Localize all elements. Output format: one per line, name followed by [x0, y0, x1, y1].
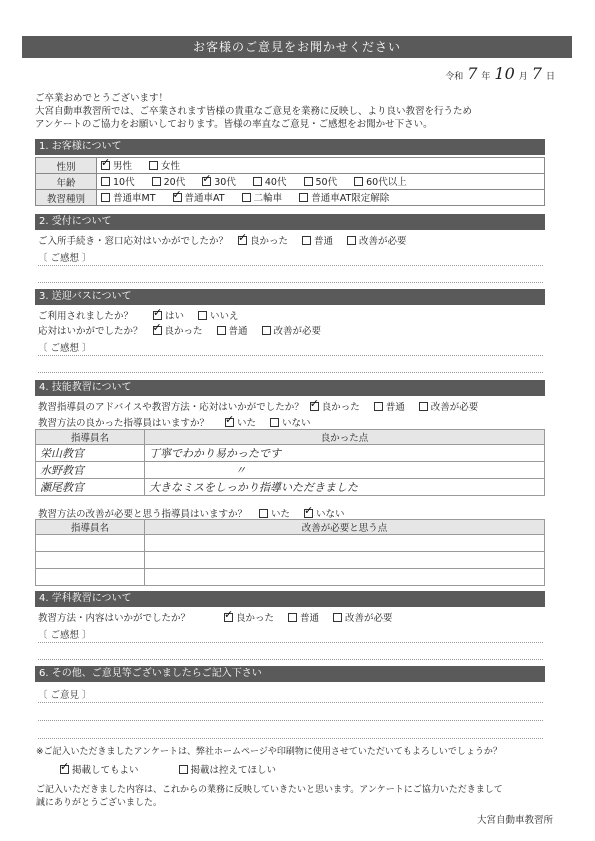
age-label: 年齢: [36, 174, 97, 190]
type-mt-option[interactable]: 普通車MT: [101, 190, 156, 204]
age-20s-option[interactable]: 20代: [152, 174, 186, 188]
bus-usage-row: [38, 308, 253, 322]
section-3-header: 3. 送迎バスについて: [35, 289, 545, 305]
skill-q1-row: [38, 399, 492, 413]
section-2-header: 2. 受付について: [35, 214, 545, 230]
bad-table-head-point: 改善が必要と思う点: [145, 520, 545, 535]
bus-normal-option[interactable]: 普通: [217, 323, 248, 337]
lecture-good-option[interactable]: ✓ 良かった: [224, 610, 274, 624]
age-50s-option[interactable]: 50代: [304, 174, 338, 188]
date-line: [445, 64, 555, 83]
bad-instructor-table: [35, 519, 545, 586]
checkbox-icon[interactable]: [179, 765, 188, 774]
date-year-value[interactable]: 7: [467, 64, 478, 83]
intro-text: [35, 92, 575, 131]
good-table-head-name: 指導員名: [36, 430, 145, 445]
other-comment-line[interactable]: [38, 738, 543, 739]
checkbox-icon[interactable]: [374, 402, 383, 411]
table-row: [36, 445, 545, 462]
bus-comment-label: 〔 ご感想 〕: [38, 343, 92, 354]
age-10s-option[interactable]: 10代: [101, 174, 135, 188]
checkbox-icon[interactable]: [333, 613, 342, 622]
bus-usage-question: ご利用されましたか？: [38, 311, 134, 322]
checkbox-icon[interactable]: [299, 193, 308, 202]
reception-comment-line[interactable]: [38, 282, 543, 283]
checkbox-icon[interactable]: [101, 193, 110, 202]
good-point[interactable]: 大きなミスをしっかり指導いただきました: [145, 479, 545, 496]
type-motorcycle-option[interactable]: 二輪車: [242, 190, 283, 204]
bad-instructor-no-option[interactable]: ✓ いない: [304, 506, 345, 520]
section-5-header: 4. 学科教習について: [35, 591, 545, 607]
date-month-value[interactable]: 10: [494, 64, 515, 83]
section-6-header: 6. その他、ご意見等ございましたらご記入下さい: [35, 666, 545, 682]
table-row: [36, 479, 545, 496]
checkbox-checked-icon[interactable]: [224, 613, 233, 622]
bus-improve-option[interactable]: 改善が必要: [262, 323, 322, 337]
checkbox-icon[interactable]: [304, 177, 313, 186]
instructor-name[interactable]: [36, 552, 145, 569]
checkbox-icon[interactable]: [259, 509, 268, 518]
instructor-name[interactable]: [36, 569, 145, 586]
checkbox-icon[interactable]: [262, 326, 271, 335]
table-row: [36, 552, 545, 569]
reception-question-row: [38, 233, 421, 247]
intro-line-1: ご卒業おめでとうございます！: [35, 93, 169, 104]
checkbox-icon[interactable]: [253, 177, 262, 186]
checkbox-icon[interactable]: [242, 193, 251, 202]
bad-table-head-name: 指導員名: [36, 520, 145, 535]
section-4-header: 4. 技能教習について: [35, 380, 545, 396]
table-row: [36, 535, 545, 552]
good-point[interactable]: 〃: [145, 462, 545, 479]
improve-point[interactable]: [145, 535, 545, 552]
checkbox-icon[interactable]: [217, 326, 226, 335]
date-day-value[interactable]: 7: [531, 64, 542, 83]
reception-comment-label: 〔 ご感想 〕: [38, 253, 92, 264]
section-1-header: 1. お客様について: [35, 139, 545, 155]
skill-normal-option[interactable]: 普通: [374, 399, 405, 413]
checkbox-icon[interactable]: [302, 236, 311, 245]
page-title: お客様のご意見をお聞かせください: [22, 36, 572, 58]
lecture-normal-option[interactable]: 普通: [288, 610, 319, 624]
good-instructor-no-option[interactable]: いない: [270, 415, 311, 429]
lecture-question: 教習方法・内容はいかがでしたか？: [38, 613, 191, 624]
improve-point[interactable]: [145, 552, 545, 569]
checkbox-checked-icon[interactable]: [153, 326, 162, 335]
checkbox-icon[interactable]: [149, 161, 158, 170]
publish-deny-option[interactable]: 掲載は控えてほしい: [179, 762, 277, 776]
reception-comment-line[interactable]: [38, 265, 543, 266]
lecture-comment-label: 〔 ご感想 〕: [38, 630, 92, 641]
course-type-label: 教習種別: [36, 190, 97, 206]
lecture-question-row: [38, 610, 407, 624]
bus-service-row: [38, 323, 335, 337]
lecture-improve-option[interactable]: 改善が必要: [333, 610, 393, 624]
checkbox-checked-icon[interactable]: [310, 402, 319, 411]
checkbox-icon[interactable]: [101, 177, 110, 186]
age-40s-option[interactable]: 40代: [253, 174, 287, 188]
reception-question: ご入所手続き・窓口応対はいかがでしたか？: [38, 236, 229, 247]
intro-line-3: アンケートのご協力をお願いしております。皆様の率直なご意見・ご感想をお聞かせ下さい。: [35, 119, 433, 130]
bus-yes-option[interactable]: ✓ はい: [153, 308, 184, 322]
publish-options-row: [60, 762, 290, 776]
date-year-unit: 年: [481, 72, 491, 82]
school-signature: 大宮自動車教習所: [476, 815, 553, 826]
checkbox-checked-icon[interactable]: [202, 177, 211, 186]
instructor-name[interactable]: 水野教官: [36, 462, 145, 479]
other-comment-label: 〔 ご意見 〕: [38, 690, 92, 701]
checkbox-checked-icon[interactable]: [173, 193, 182, 202]
skill-improve-option[interactable]: 改善が必要: [419, 399, 479, 413]
bus-good-option[interactable]: ✓ 良かった: [153, 323, 203, 337]
good-table-head-point: 良かった点: [145, 430, 545, 445]
type-at-option[interactable]: ✓ 普通車AT: [173, 190, 225, 204]
publish-note: ※ご記入いただきましたアンケートは、弊社ホームページや印刷物に使用させていただいてもよろしいでしょうか？: [36, 747, 502, 757]
reception-good-option[interactable]: ✓ 良かった: [238, 233, 288, 247]
checkbox-checked-icon[interactable]: [101, 161, 110, 170]
reception-normal-option[interactable]: 普通: [302, 233, 333, 247]
lecture-comment-line[interactable]: [38, 659, 543, 660]
skill-q3-row: [38, 506, 359, 520]
instructor-name[interactable]: [36, 535, 145, 552]
skill-q3: 教習方法の改善が必要と思う指導員はいますか？: [38, 509, 248, 520]
skill-good-option[interactable]: ✓ 良かった: [310, 399, 360, 413]
good-instructor-yes-option[interactable]: ✓ いた: [225, 415, 256, 429]
customer-info-table: [35, 157, 545, 206]
checkbox-checked-icon[interactable]: [60, 765, 69, 774]
table-row: [36, 569, 545, 586]
checkbox-icon[interactable]: [288, 613, 297, 622]
good-point[interactable]: 丁寧でわかり易かったです: [145, 445, 545, 462]
checkbox-checked-icon[interactable]: [153, 311, 162, 320]
improve-point[interactable]: [145, 569, 545, 586]
gender-label: 性別: [36, 158, 97, 174]
thanks-line-2: 誠にありがとうございました。: [36, 798, 163, 808]
good-instructor-table: [35, 429, 545, 496]
thanks-line-1: ご記入いただきました内容は、これからの業務に反映していきたいと思います。アンケートにご協力いただきまして: [36, 785, 503, 795]
bus-comment-line[interactable]: [38, 372, 543, 373]
bad-instructor-yes-option[interactable]: いた: [259, 506, 290, 520]
gender-male-option[interactable]: ✓ 男性: [101, 158, 132, 172]
date-era: 令和: [445, 72, 464, 82]
thanks-text: [36, 784, 503, 810]
gender-female-option[interactable]: 女性: [149, 158, 180, 172]
checkbox-icon[interactable]: [270, 418, 279, 427]
checkbox-icon[interactable]: [354, 177, 363, 186]
checkbox-checked-icon[interactable]: [304, 509, 313, 518]
skill-q2: 教習方法の良かった指導員はいますか？: [38, 418, 210, 429]
instructor-name[interactable]: 栄山教官: [36, 445, 145, 462]
skill-q1: 教習指導員のアドバイスや教習方法・応対はいかがでしたか？: [38, 402, 304, 413]
instructor-name[interactable]: 瀬尾教官: [36, 479, 145, 496]
bus-service-question: 応対はいかがでしたか？: [38, 326, 143, 337]
other-comment-line[interactable]: [38, 720, 543, 721]
date-day-unit: 日: [545, 72, 555, 82]
bus-comment-line[interactable]: [38, 355, 543, 356]
checkbox-checked-icon[interactable]: [225, 418, 234, 427]
table-row: [36, 462, 545, 479]
lecture-comment-line[interactable]: [38, 642, 543, 643]
checkbox-icon[interactable]: [347, 236, 356, 245]
other-comment-line[interactable]: [38, 702, 543, 703]
publish-allow-option[interactable]: ✓ 掲載してもよい: [60, 762, 139, 776]
age-60s-option[interactable]: 60代以上: [354, 174, 407, 188]
intro-line-2: 大宮自動車教習所では、ご卒業されます皆様の貴重なご意見を業務に反映し、より良い教習を行うため: [35, 106, 473, 117]
skill-q2-row: [38, 415, 325, 429]
date-month-unit: 月: [518, 72, 528, 82]
checkbox-icon[interactable]: [419, 402, 428, 411]
type-at-release-option[interactable]: 普通車AT限定解除: [299, 190, 389, 204]
checkbox-icon[interactable]: [152, 177, 161, 186]
checkbox-icon[interactable]: [198, 311, 207, 320]
reception-improve-option[interactable]: 改善が必要: [347, 233, 407, 247]
checkbox-checked-icon[interactable]: [238, 236, 247, 245]
age-30s-option[interactable]: ✓ 30代: [202, 174, 236, 188]
bus-no-option[interactable]: いいえ: [198, 308, 239, 322]
